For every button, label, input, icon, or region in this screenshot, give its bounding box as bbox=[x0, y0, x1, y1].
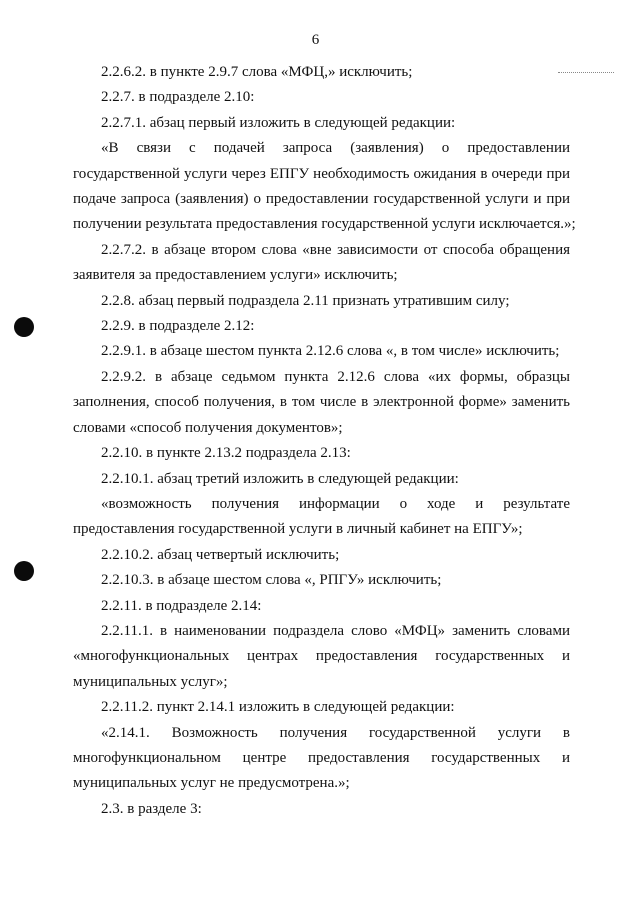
text-line: муниципальных услуг не предусмотрена.»; bbox=[73, 775, 350, 792]
text-line: муниципальных услуг»; bbox=[73, 673, 228, 690]
paragraph-2-2-11-1 bbox=[73, 619, 570, 695]
paragraph-2-2-10: 2.2.10. в пункте 2.13.2 подраздела 2.13: bbox=[101, 445, 351, 462]
text-line: «2.14.1. Возможность получения государственной услуги в bbox=[101, 724, 570, 741]
paragraph-2-2-10-1: 2.2.10.1. абзац третий изложить в следующей редакции: bbox=[101, 470, 459, 487]
text-line: 2.2.7.2. в абзаце втором слова «вне зависимости от способа обращения bbox=[101, 241, 570, 258]
quote-paragraph-2-10 bbox=[73, 136, 576, 238]
text-line: «многофункциональных центрах предоставления государственных и bbox=[73, 648, 570, 665]
text-line: государственной услуги через ЕПГУ необходимость ожидания в очереди при bbox=[73, 165, 570, 182]
text-line: 2.2.11.1. в наименовании подраздела слово «МФЦ» заменить словами bbox=[101, 622, 570, 639]
text-line: 2.2.9.2. в абзаце седьмом пункта 2.12.6 слова «их формы, образцы bbox=[101, 368, 570, 385]
text-line: заполнения, способ получения, в том числе в электронной форме» заменить bbox=[73, 394, 570, 411]
text-line: получении результата предоставления государственной услуги исключается.»; bbox=[73, 216, 576, 233]
paragraph-2-2-10-3: 2.2.10.3. в абзаце шестом слова «, РПГУ» исключить; bbox=[101, 572, 442, 589]
paragraph-2-2-10-2: 2.2.10.2. абзац четвертый исключить; bbox=[101, 546, 340, 563]
quote-paragraph-2-14-1 bbox=[73, 721, 570, 797]
text-line: словами «способ получения документов»; bbox=[73, 419, 343, 436]
paragraph-2-2-11-2: 2.2.11.2. пункт 2.14.1 изложить в следующей редакции: bbox=[101, 699, 455, 716]
document-body bbox=[73, 60, 576, 822]
paragraph-2-2-8: 2.2.8. абзац первый подраздела 2.11 признать утратившим силу; bbox=[101, 292, 510, 309]
punch-hole-lower bbox=[14, 561, 34, 581]
paragraph-2-2-9: 2.2.9. в подразделе 2.12: bbox=[101, 318, 255, 335]
text-line: заявителя за предоставлением услуги» исключить; bbox=[73, 267, 398, 284]
paragraph-2-2-9-2 bbox=[73, 365, 570, 441]
paragraph-2-2-7-2 bbox=[73, 238, 570, 289]
paragraph-2-2-9-1: 2.2.9.1. в абзаце шестом пункта 2.12.6 слова «, в том числе» исключить; bbox=[101, 343, 560, 360]
text-line: подаче запроса (заявления) о предоставлении государственной услуги и при bbox=[73, 191, 570, 208]
paragraph-2-2-7-1: 2.2.7.1. абзац первый изложить в следующей редакции: bbox=[101, 114, 456, 131]
text-line: многофункциональном центре предоставления государственных и bbox=[73, 749, 570, 766]
paragraph-2-2-6-2: 2.2.6.2. в пункте 2.9.7 слова «МФЦ,» исключить; bbox=[101, 64, 413, 80]
paragraph-2-3: 2.3. в разделе 3: bbox=[101, 800, 202, 817]
paragraph-2-2-7: 2.2.7. в подразделе 2.10: bbox=[101, 89, 255, 106]
paragraph-2-2-11: 2.2.11. в подразделе 2.14: bbox=[101, 597, 262, 614]
text-line: предоставления государственной услуги в личный кабинет на ЕПГУ»; bbox=[73, 521, 523, 538]
punch-hole-upper bbox=[14, 317, 34, 337]
text-line: «В связи с подачей запроса (заявления) о предоставлении bbox=[101, 140, 570, 157]
quote-paragraph-2-13 bbox=[73, 492, 570, 543]
text-line: «возможность получения информации о ходе и результате bbox=[101, 495, 570, 512]
page-number: 6 bbox=[311, 32, 320, 48]
